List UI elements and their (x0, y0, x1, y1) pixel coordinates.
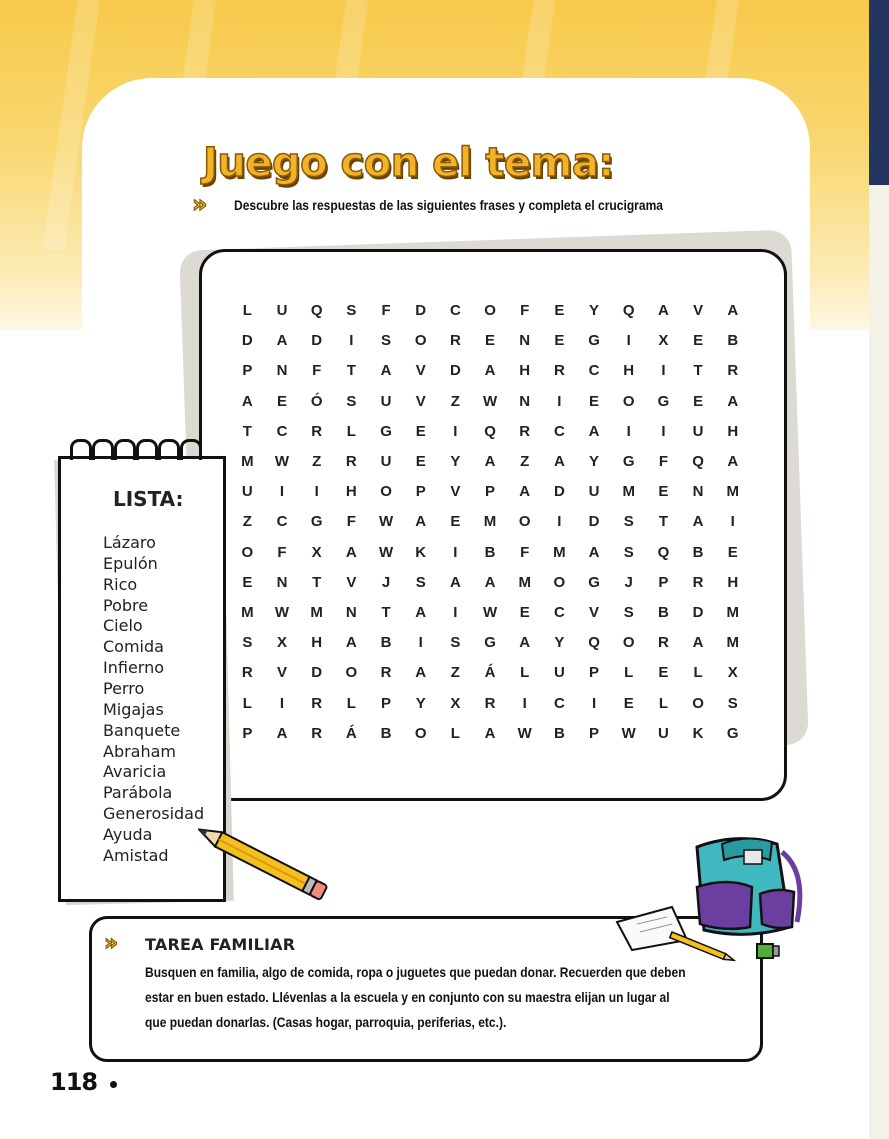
grid-letter: A (276, 724, 288, 742)
list-item: Perro (103, 678, 145, 698)
grid-letter: I (279, 483, 285, 501)
grid-letter: O (241, 543, 254, 561)
grid-letter: O (484, 302, 496, 319)
grid-letter: E (693, 392, 704, 410)
grid-letter: K (692, 724, 704, 742)
grid-letter: D (311, 664, 323, 682)
grid-letter: A (727, 302, 739, 319)
grid-letter: G (657, 392, 670, 410)
grid-letter: G (310, 513, 323, 531)
grid-letter: S (381, 332, 392, 350)
grid-letter: A (276, 332, 288, 350)
grid-letter: Y (450, 453, 461, 470)
grid-letter: W (274, 604, 290, 621)
grid-letter: E (485, 332, 496, 350)
grid-letter: C (553, 422, 565, 440)
grid-letter: E (554, 332, 565, 350)
grid-letter: D (449, 362, 461, 380)
grid-letter: Z (450, 392, 460, 410)
grid-letter: I (557, 513, 562, 531)
homework-text-line: Busquen en familia, algo de comida, ropa o juguetes que puedan donar. Recuerden que deben (145, 964, 686, 980)
grid-letter: L (624, 664, 634, 682)
grid-letter: O (518, 513, 531, 531)
grid-letter: U (692, 422, 704, 440)
page-title: Juego con el tema: (203, 140, 614, 186)
grid-letter: A (553, 453, 565, 470)
grid-letter: A (449, 573, 461, 591)
grid-letter: B (657, 604, 669, 621)
grid-letter: R (484, 694, 496, 712)
grid-letter: F (658, 453, 668, 470)
grid-row (230, 574, 750, 591)
grid-letter: I (626, 422, 631, 440)
grid-letter: N (276, 362, 288, 380)
grid-letter: Z (450, 664, 460, 682)
grid-letter: V (346, 573, 357, 591)
grid-letter: L (450, 724, 460, 742)
grid-letter: P (485, 483, 496, 501)
grid-letter: I (557, 392, 562, 410)
grid-letter: Q (692, 453, 704, 470)
grid-letter: I (349, 332, 354, 350)
grid-letter: L (520, 664, 530, 682)
grid-row (230, 604, 750, 621)
grid-letter: T (693, 362, 703, 380)
list-item: Lázaro (103, 533, 156, 552)
grid-letter: Y (589, 302, 600, 319)
grid-letter: A (415, 604, 427, 621)
grid-letter: O (622, 634, 635, 652)
grid-letter: V (277, 664, 288, 682)
grid-letter: Q (484, 422, 496, 440)
page-number: 118 (50, 1068, 98, 1096)
grid-letter: M (518, 573, 531, 591)
list-item: Amistad (103, 845, 169, 865)
grid-letter: W (274, 453, 290, 470)
grid-row (230, 453, 750, 470)
grid-letter: K (415, 543, 427, 561)
grid-letter: U (553, 664, 565, 682)
grid-row (230, 393, 750, 410)
list-item: Pobre (103, 595, 149, 615)
grid-letter: Z (312, 453, 322, 470)
grid-letter: E (658, 483, 669, 501)
grid-letter: W (378, 543, 394, 561)
grid-letter: Q (657, 543, 670, 561)
grid-letter: A (484, 724, 496, 742)
grid-letter: A (519, 483, 531, 501)
grid-row (230, 302, 750, 319)
grid-letter: A (692, 634, 704, 652)
grid-letter: E (589, 392, 600, 410)
grid-letter: U (380, 453, 392, 470)
grid-row (230, 634, 750, 651)
spiral-ring-icon (114, 439, 136, 460)
grid-letter: R (345, 453, 357, 470)
grid-row (230, 513, 750, 530)
grid-letter: S (727, 694, 738, 712)
grid-letter: S (623, 513, 634, 531)
grid-letter: E (450, 513, 461, 531)
grid-letter: F (520, 302, 530, 319)
grid-letter: I (730, 513, 735, 531)
grid-letter: I (279, 694, 285, 712)
grid-letter: T (381, 604, 391, 621)
grid-letter: Z (242, 513, 252, 531)
grid-letter: N (519, 332, 531, 350)
grid-letter: U (588, 483, 600, 501)
list-item: Ayuda (103, 824, 153, 844)
grid-letter: H (727, 422, 739, 440)
grid-letter: I (453, 543, 458, 561)
grid-letter: U (241, 483, 253, 501)
grid-row (230, 423, 750, 440)
grid-letter: V (693, 302, 704, 319)
grid-letter: X (727, 664, 738, 682)
grid-letter: N (692, 483, 704, 501)
grid-letter: T (242, 422, 252, 440)
spiral-ring-icon (136, 439, 158, 460)
grid-letter: S (623, 604, 634, 621)
list-item: Banquete (103, 720, 181, 740)
grid-letter: J (624, 573, 633, 591)
grid-letter: M (726, 634, 739, 652)
list-item: Infierno (103, 658, 165, 678)
grid-letter: A (519, 634, 531, 652)
grid-letter: Z (520, 453, 530, 470)
grid-letter: I (453, 604, 458, 621)
grid-letter: A (415, 513, 427, 531)
grid-letter: I (418, 634, 423, 652)
grid-letter: O (622, 392, 635, 410)
grid-letter: T (346, 362, 356, 380)
grid-letter: W (482, 604, 498, 621)
grid-letter: Á (484, 664, 496, 682)
grid-letter: A (484, 573, 496, 591)
grid-letter: A (692, 513, 704, 531)
grid-letter: A (588, 543, 600, 561)
grid-letter: E (658, 664, 669, 682)
grid-letter: S (242, 634, 253, 652)
spiral-ring-icon (92, 439, 114, 460)
grid-letter: J (381, 573, 391, 591)
grid-letter: P (381, 694, 392, 712)
grid-row (230, 664, 750, 681)
grid-letter: M (241, 604, 254, 621)
grid-letter: A (380, 362, 392, 380)
grid-letter: W (621, 724, 636, 742)
grid-letter: M (483, 513, 497, 531)
grid-letter: P (589, 664, 600, 682)
grid-letter: S (346, 392, 357, 410)
pencil-icon (198, 826, 338, 906)
grid-letter: L (242, 302, 252, 319)
grid-letter: P (242, 362, 253, 380)
grid-letter: N (276, 573, 288, 591)
grid-letter: R (657, 634, 669, 652)
grid-letter: M (726, 483, 739, 501)
grid-letter: W (517, 724, 532, 742)
grid-letter: G (588, 573, 600, 591)
grid-letter: G (484, 634, 496, 652)
grid-letter: W (482, 392, 498, 410)
grid-letter: S (346, 302, 357, 319)
page-edge-tab (869, 0, 889, 185)
list-item: Parábola (103, 783, 173, 803)
grid-letter: F (312, 362, 322, 380)
grid-letter: M (310, 604, 323, 621)
grid-letter: F (381, 302, 391, 319)
grid-letter: Ó (310, 392, 323, 410)
grid-letter: R (311, 694, 323, 712)
spiral-ring-icon (70, 439, 92, 460)
grid-letter: H (519, 362, 531, 380)
grid-letter: I (314, 483, 319, 501)
grid-letter: H (311, 634, 323, 652)
grid-letter: F (520, 543, 530, 561)
grid-letter: Á (345, 724, 357, 742)
grid-letter: E (623, 694, 634, 712)
list-item: Generosidad (103, 804, 205, 824)
list-title: LISTA: (113, 487, 184, 511)
list-item: Comida (103, 637, 164, 657)
grid-letter: L (242, 694, 252, 712)
grid-letter: S (450, 634, 461, 652)
grid-letter: B (484, 543, 496, 561)
grid-letter: O (553, 573, 566, 591)
grid-letter: A (657, 302, 669, 319)
grid-letter: A (727, 392, 739, 410)
grid-letter: I (453, 422, 458, 440)
homework-title: TAREA FAMILIAR (145, 935, 296, 954)
grid-letter: C (276, 422, 288, 440)
grid-letter: T (312, 573, 322, 591)
grid-letter: P (415, 483, 426, 501)
grid-letter: D (692, 604, 704, 621)
grid-letter: D (415, 302, 427, 319)
grid-letter: S (415, 573, 426, 591)
grid-letter: A (484, 453, 496, 470)
homework-text-line: estar en buen estado. Llévenlas a la escuela y en conjunto con su maestra elijan un lugar al (145, 989, 670, 1005)
grid-letter: B (380, 634, 392, 652)
grid-letter: M (553, 543, 566, 561)
grid-letter: X (658, 332, 669, 350)
grid-letter: D (311, 332, 323, 350)
grid-letter: F (346, 513, 356, 531)
grid-letter: R (519, 422, 531, 440)
grid-letter: P (658, 573, 669, 591)
grid-letter: A (415, 664, 427, 682)
grid-letter: L (346, 422, 356, 440)
grid-letter: A (484, 362, 496, 380)
grid-letter: A (588, 422, 600, 440)
list-item: Abraham (103, 741, 177, 761)
grid-letter: V (415, 362, 426, 380)
grid-letter: M (622, 483, 635, 501)
backpack-icon (612, 832, 812, 967)
grid-letter: B (553, 724, 565, 742)
grid-letter: C (276, 513, 288, 531)
grid-letter: G (622, 453, 635, 470)
grid-letter: I (591, 694, 597, 712)
spiral-ring-icon (158, 439, 180, 460)
grid-letter: U (380, 392, 392, 410)
grid-letter: D (241, 332, 253, 350)
grid-letter: Y (554, 634, 565, 652)
grid-letter: Q (588, 634, 600, 652)
grid-letter: V (450, 483, 461, 501)
grid-letter: L (658, 694, 668, 712)
grid-letter: I (522, 694, 527, 712)
grid-letter: U (276, 302, 288, 319)
grid-letter: R (311, 422, 323, 440)
grid-letter: R (449, 332, 461, 350)
grid-letter: F (277, 543, 287, 561)
grid-letter: R (241, 664, 253, 682)
list-item: Cielo (103, 616, 143, 636)
instructions: Descubre las respuestas de las siguientes frases y completa el crucigrama (234, 197, 663, 213)
grid-letter: D (553, 483, 565, 501)
grid-row (230, 362, 750, 379)
grid-letter: B (727, 332, 739, 350)
grid-letter: X (277, 634, 288, 652)
grid-letter: O (692, 694, 704, 712)
grid-letter: L (346, 694, 356, 712)
grid-letter: E (277, 392, 288, 410)
homework-text-line: que puedan donarlas. (Casas hogar, parroquia, periferias, etc.). (145, 1014, 507, 1030)
grid-letter: I (661, 362, 666, 380)
grid-letter: X (311, 543, 322, 561)
grid-letter: B (380, 724, 392, 742)
grid-letter: D (588, 513, 600, 531)
grid-letter: I (661, 422, 666, 440)
grid-letter: C (588, 362, 600, 380)
grid-letter: Y (415, 694, 426, 712)
grid-letter: H (727, 573, 739, 591)
grid-letter: E (693, 332, 704, 350)
grid-letter: X (450, 694, 461, 712)
grid-letter: R (692, 573, 704, 591)
grid-letter: O (414, 332, 427, 350)
grid-letter: E (554, 302, 565, 319)
grid-letter: C (553, 694, 565, 712)
grid-row (230, 332, 750, 349)
grid-letter: A (345, 543, 357, 561)
grid-letter: G (726, 724, 739, 742)
grid-letter: O (345, 664, 358, 682)
grid-letter: N (345, 604, 357, 621)
grid-letter: P (589, 724, 600, 742)
grid-letter: M (241, 453, 254, 470)
grid-letter: U (657, 724, 669, 742)
grid-letter: C (449, 302, 461, 319)
grid-letter: Q (310, 302, 323, 319)
grid-row (230, 695, 750, 712)
grid-row (230, 544, 750, 561)
grid-letter: G (588, 332, 600, 350)
grid-letter: A (727, 453, 739, 470)
grid-letter: H (345, 483, 357, 501)
grid-letter: H (623, 362, 635, 380)
grid-letter: L (693, 664, 703, 682)
grid-letter: B (692, 543, 704, 561)
list-item: Migajas (103, 699, 164, 719)
list-item: Epulón (103, 553, 158, 573)
grid-letter: E (727, 543, 738, 561)
grid-row (230, 725, 750, 742)
grid-letter: Q (622, 302, 635, 319)
list-item: Avaricia (103, 762, 167, 782)
grid-letter: A (345, 634, 357, 652)
grid-letter: V (589, 604, 600, 621)
grid-letter: E (242, 573, 253, 591)
double-chevron-icon: » (192, 190, 205, 218)
double-chevron-icon: » (104, 931, 116, 956)
grid-letter: P (242, 724, 253, 742)
grid-letter: R (553, 362, 565, 380)
grid-letter: R (380, 664, 392, 682)
grid-letter: N (519, 392, 531, 410)
grid-letter: O (380, 483, 392, 501)
grid-letter: W (378, 513, 394, 531)
grid-letter: I (626, 332, 631, 350)
grid-letter: S (623, 543, 634, 561)
page-number-bullet (110, 1081, 117, 1088)
grid-letter: E (415, 453, 426, 470)
grid-letter: G (380, 422, 392, 440)
grid-letter: E (415, 422, 426, 440)
grid-letter: M (726, 604, 739, 621)
grid-letter: O (414, 724, 427, 742)
grid-letter: C (553, 604, 565, 621)
grid-letter: T (658, 513, 668, 531)
grid-letter: E (519, 604, 530, 621)
list-item: Rico (103, 574, 138, 594)
grid-letter: A (241, 392, 253, 410)
grid-letter: R (727, 362, 739, 380)
grid-letter: Y (589, 453, 600, 470)
spiral-ring-icon (180, 439, 202, 460)
grid-letter: V (415, 392, 426, 410)
grid-row (230, 483, 750, 500)
grid-letter: R (311, 724, 323, 742)
